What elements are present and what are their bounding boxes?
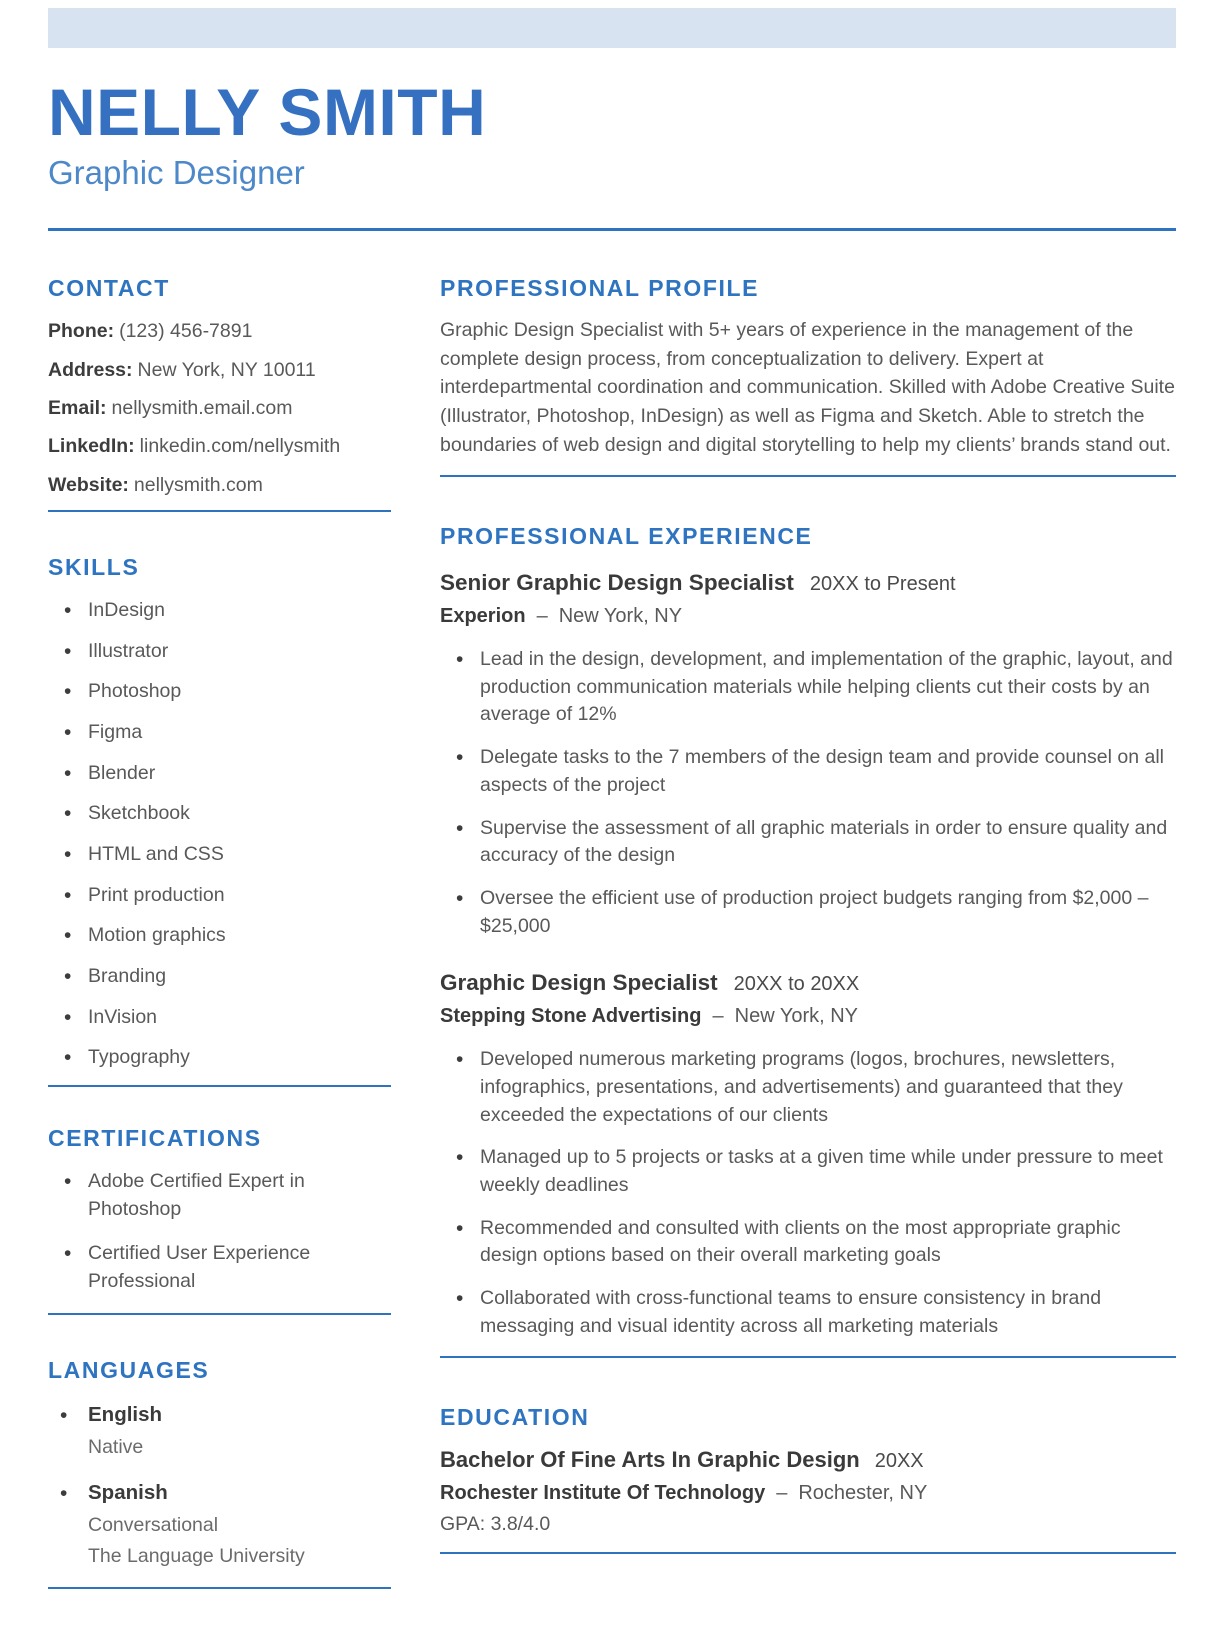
contact-value: nellysmith.com (133, 473, 263, 496)
contact-value: nellysmith.email.com (111, 396, 293, 419)
contact-label: Email: (48, 396, 107, 419)
contact-heading: CONTACT (48, 275, 170, 302)
degree-year: 20XX (874, 1450, 924, 1473)
job-bullet: • Oversee the efficient use of production project budgets ranging from $2,000 – $25,000 (440, 885, 1176, 940)
contact-label: Phone: (48, 320, 115, 343)
job-bullet: • Developed numerous marketing programs (logos, brochures, newsletters, infographics, presentations, and advertisements) and guaranteed that they exceeded the expectations of our clients (440, 1046, 1176, 1129)
language-level: Native (88, 1435, 144, 1458)
degree-row (440, 1447, 1176, 1473)
contact-label: LinkedIn: (48, 435, 135, 458)
job-dates: 20XX to 20XX (733, 973, 860, 996)
skill-item: • InVision (48, 1004, 391, 1032)
school-location-separator: – (776, 1482, 788, 1505)
skill-item: • Sketchbook (48, 800, 391, 828)
header-divider (48, 228, 1176, 231)
skills-list (48, 597, 391, 1072)
contact-label: Website: (48, 473, 129, 496)
certification-item: • Certified User Experience Professional (48, 1240, 391, 1295)
person-job-title: Graphic Designer (48, 154, 305, 192)
header-banner (48, 8, 1176, 48)
right-column (440, 275, 1176, 1589)
skill-item: • Illustrator (48, 638, 391, 666)
job-entry (440, 570, 1176, 940)
language-item (48, 1478, 391, 1571)
language-level: Conversational (88, 1513, 219, 1536)
two-column-layout (48, 275, 1176, 1589)
languages-heading: LANGUAGES (48, 1356, 210, 1383)
contact-divider (48, 510, 391, 512)
education-heading: EDUCATION (440, 1404, 590, 1431)
left-column (48, 275, 391, 1589)
certification-item: • Adobe Certified Expert in Photoshop (48, 1168, 391, 1223)
skill-item: • Blender (48, 760, 391, 788)
contact-row (48, 472, 391, 498)
language-institution: The Language University (88, 1545, 305, 1568)
languages-list (48, 1400, 391, 1571)
job-location: New York, NY (734, 1005, 859, 1028)
profile-section (440, 275, 1176, 477)
job-location: New York, NY (558, 605, 683, 628)
certifications-divider (48, 1313, 391, 1315)
experience-heading: PROFESSIONAL EXPERIENCE (440, 523, 813, 550)
job-bullet: • Managed up to 5 projects or tasks at a given time while under pressure to meet weekly deadlines (440, 1144, 1176, 1199)
education-divider (440, 1552, 1176, 1554)
contact-row (48, 318, 391, 344)
company-location-separator: – (712, 1005, 724, 1028)
certifications-list (48, 1168, 391, 1296)
school-name: Rochester Institute Of Technology (440, 1482, 766, 1505)
skill-item: • Motion graphics (48, 922, 391, 950)
skill-item: • Figma (48, 719, 391, 747)
company-name: Stepping Stone Advertising (440, 1005, 702, 1028)
skills-divider (48, 1085, 391, 1087)
job-bullet: • Supervise the assessment of all graphic materials in order to ensure quality and accuracy of the design (440, 815, 1176, 870)
contact-value: New York, NY 10011 (137, 358, 316, 381)
contact-value: (123) 456-7891 (119, 320, 253, 343)
profile-text: Graphic Design Specialist with 5+ years of experience in the management of the complete design process, from conceptualization to delivery. Expert at interdepartmental coordination and communication. Skilled with Adobe Creative Suite (Illustrator, Photoshop, InDesign) as well as Figma and Sketch. Able to stretch the boundaries of web design and digital storytelling to help my clients’ brands stand out. (440, 319, 1175, 456)
contact-row (48, 433, 391, 459)
job-bullet: • Lead in the design, development, and implementation of the graphic, layout, and production communication materials while helping clients cut their costs by an average of 12% (440, 646, 1176, 729)
school-row (440, 1482, 1176, 1505)
education-entry (440, 1447, 1176, 1536)
gpa-text: GPA: 3.8/4.0 (440, 1513, 551, 1536)
contact-row (48, 395, 391, 421)
experience-divider (440, 1356, 1176, 1358)
job-company-row (440, 605, 1176, 628)
contact-label: Address: (48, 358, 133, 381)
skills-section (48, 554, 391, 1087)
certifications-section (48, 1125, 391, 1315)
skill-item: • Branding (48, 963, 391, 991)
languages-divider (48, 1587, 391, 1589)
degree-title: Bachelor Of Fine Arts In Graphic Design (440, 1447, 860, 1473)
contact-row (48, 357, 391, 383)
languages-section (48, 1357, 391, 1589)
language-name: • Spanish (88, 1480, 168, 1504)
contact-section (48, 275, 391, 512)
job-title-row (440, 970, 1176, 996)
education-section (440, 1404, 1176, 1554)
school-location: Rochester, NY (798, 1482, 928, 1505)
job-bullet: • Delegate tasks to the 7 members of the design team and provide counsel on all aspects of the project (440, 744, 1176, 799)
job-bullet-list (440, 1046, 1176, 1340)
certifications-heading: CERTIFICATIONS (48, 1125, 262, 1152)
experience-section (440, 523, 1176, 1358)
skill-item: • Typography (48, 1044, 391, 1072)
profile-heading: PROFESSIONAL PROFILE (440, 275, 760, 302)
contact-list (48, 318, 391, 498)
job-company-row (440, 1005, 1176, 1028)
person-name: NELLY SMITH (48, 75, 487, 149)
skill-item: • Photoshop (48, 678, 391, 706)
profile-divider (440, 475, 1176, 477)
company-name: Experion (440, 605, 526, 628)
language-name: • English (88, 1402, 163, 1426)
job-bullet: • Recommended and consulted with clients on the most appropriate graphic design options based on their overall marketing goals (440, 1215, 1176, 1270)
job-dates: 20XX to Present (809, 573, 956, 596)
job-bullet: • Collaborated with cross-functional teams to ensure consistency in brand messaging and visual identity across all marketing materials (440, 1285, 1176, 1340)
language-item (48, 1400, 391, 1462)
company-location-separator: – (536, 605, 548, 628)
skills-heading: SKILLS (48, 553, 140, 580)
skill-item: • InDesign (48, 597, 391, 625)
skill-item: • Print production (48, 882, 391, 910)
skill-item: • HTML and CSS (48, 841, 391, 869)
job-title: Senior Graphic Design Specialist (440, 570, 794, 596)
job-bullet-list (440, 646, 1176, 940)
job-title-row (440, 570, 1176, 596)
contact-value: linkedin.com/nellysmith (139, 435, 341, 458)
job-entry (440, 970, 1176, 1340)
job-title: Graphic Design Specialist (440, 970, 718, 996)
